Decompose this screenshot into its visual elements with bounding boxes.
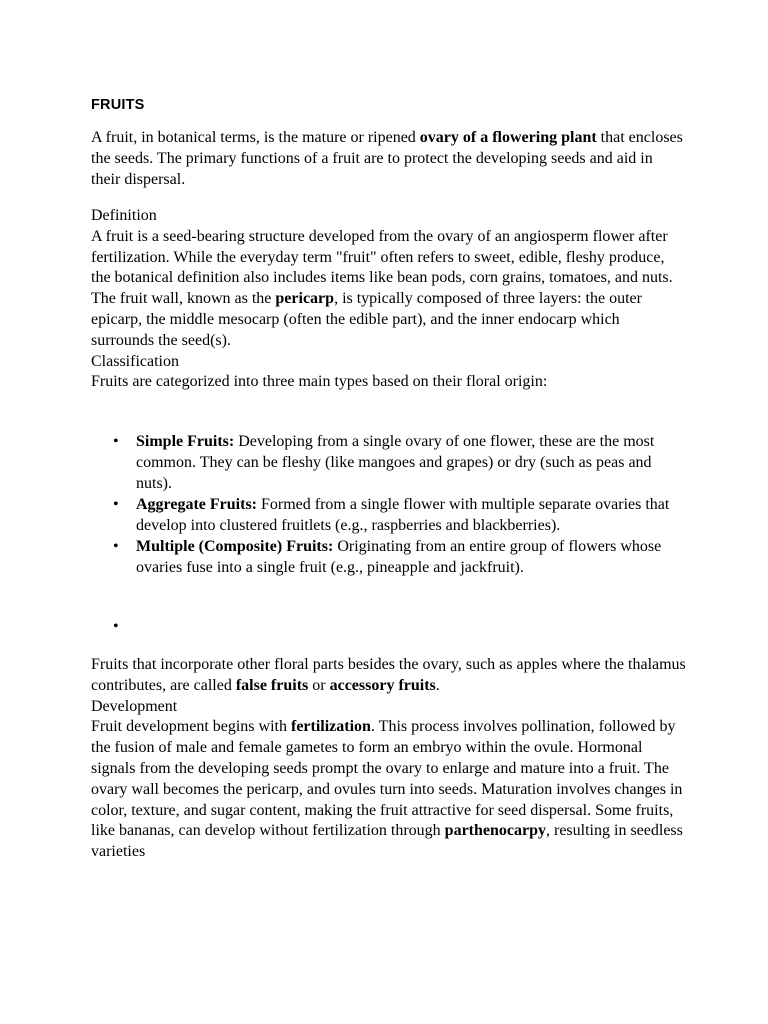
bullet-marker: • (113, 538, 119, 556)
classification-intro: Fruits are categorized into three main types based on their floral origin: (91, 373, 548, 391)
list-item-text: Developing from a single ovary of one flower, these are the most common. They can be fleshy (like mangoes and grapes) or dry (such as peas and nuts). (136, 433, 655, 492)
pericarp-bold-term: pericarp (275, 290, 335, 308)
empty-bullet-marker: • (113, 618, 119, 635)
false-fruits-bold-term: false fruits (235, 676, 309, 694)
bullet-marker: • (113, 433, 119, 450)
list-item (91, 432, 691, 494)
definition-section (91, 206, 686, 393)
definition-heading: Definition (91, 207, 157, 224)
parthenocarpy-bold-term: parthenocarpy (444, 822, 546, 840)
intro-paragraph (91, 128, 686, 190)
list-item-term: Aggregate Fruits: (136, 496, 257, 514)
list-item-text: Formed from a single flower with multiple separate ovaries that develop into clustered fruitlets (e.g., raspberries and blackberries). (136, 496, 670, 534)
false-fruits-text: Fruits that incorporate other floral parts besides the ovary, such as apples where the thalamus contributes, are called (91, 656, 686, 694)
accessory-fruits-bold-term: accessory fruits (329, 676, 436, 694)
false-fruits-or: or (308, 676, 330, 694)
list-item (91, 537, 691, 579)
false-fruits-end: . (435, 676, 440, 694)
definition-paragraph: A fruit is a seed-bearing structure developed from the ovary of an angiosperm flower after fertilization. While the everyday term "fruit" often refers to sweet, edible, fleshy produce, the botanical definition also includes items like bean pods, corn grains, tomatoes, and nuts. (91, 227, 673, 287)
development-heading: Development (91, 697, 178, 715)
pericarp-paragraph (91, 289, 686, 351)
list-item-text: Originating from an entire group of flowers whose ovaries fuse into a single fruit (e.g., pineapple and jackfruit). (136, 538, 662, 577)
intro-text: A fruit, in botanical terms, is the mature or ripened (91, 129, 420, 146)
fertilization-bold-term: fertilization (290, 718, 371, 736)
list-item-term: Simple Fruits: (136, 433, 235, 450)
development-paragraph (91, 717, 686, 863)
development-text-end: , resulting in seedless varieties (91, 822, 683, 861)
pericarp-text-end: , is typically composed of three layers: the outer epicarp, the middle mesocarp (often the edible part), and the inner endocarp which surrounds the seed(s). (91, 290, 642, 349)
list-item-term: Multiple (Composite) Fruits: (136, 538, 334, 556)
bullet-marker: • (113, 496, 119, 514)
classification-heading: Classification (91, 352, 179, 370)
intro-text-end: that encloses the seeds. The primary functions of a fruit are to protect the developing seeds and aid in their dispersal. (91, 129, 683, 188)
development-text: Fruit development begins with (91, 718, 291, 736)
pericarp-text: The fruit wall, known as the (91, 290, 276, 308)
fruit-types-list (91, 432, 691, 580)
false-fruits-paragraph (91, 655, 686, 863)
document-title: FRUITS (91, 97, 145, 113)
list-item (91, 495, 691, 537)
development-text-mid: . This process involves pollination, followed by the fusion of male and female gametes to form an embryo within the ovule. Hormonal signals from the developing seeds prompt the ovary to enlarge and mature into a fruit. The ovary wall becomes the pericarp, and ovules turn into seeds. Maturation involves changes in color, texture, and sugar content, making the fruit attractive for seed dispersal. Some fruits, like bananas, can develop without fertilization through (91, 718, 683, 840)
intro-bold-term: ovary of a flowering plant (419, 129, 597, 146)
